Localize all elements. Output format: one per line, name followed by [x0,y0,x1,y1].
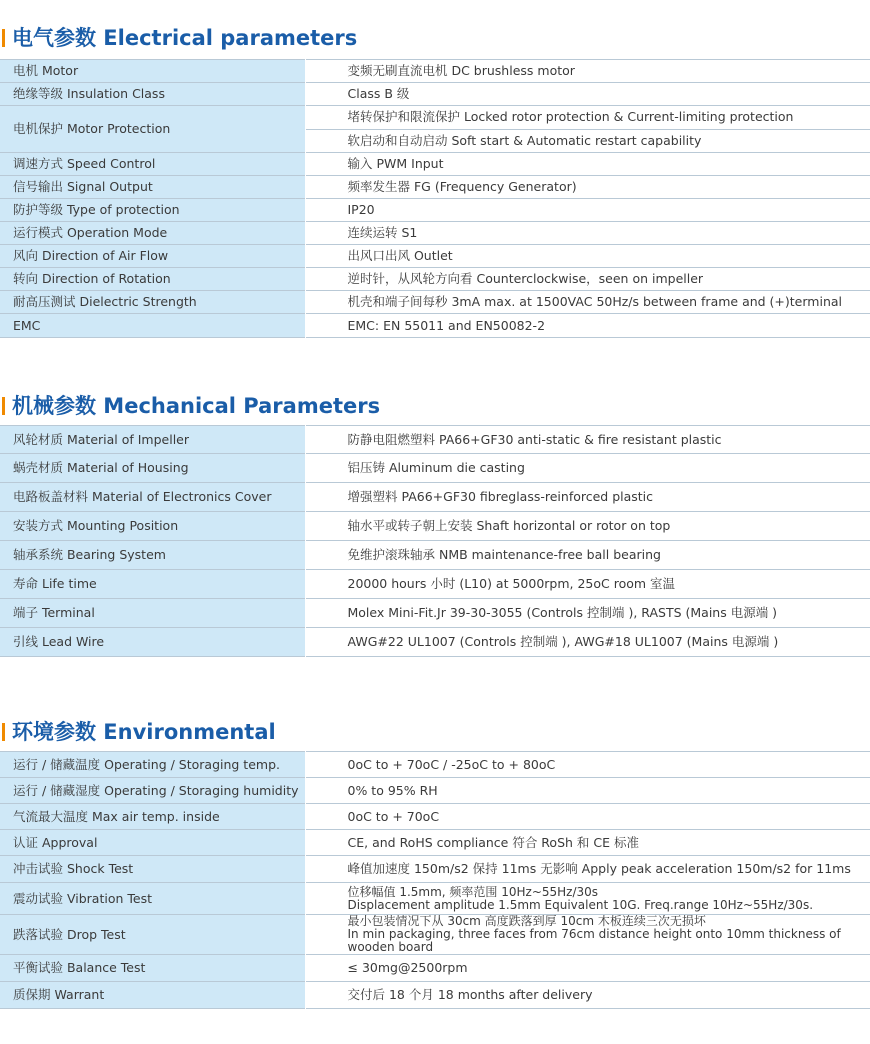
param-value: EMC: EN 55011 and EN50082-2 [347,317,546,333]
table-row [0,804,870,830]
environmental-table [0,751,870,1009]
param-value: 交付后 18 个月 18 months after delivery [347,987,593,1002]
table-row [0,83,870,106]
param-label: 绝缘等级 Insulation Class [0,83,305,106]
section-title [0,23,870,53]
table-row [0,778,870,804]
table-row [0,752,870,778]
table-row [0,314,870,338]
param-label: 震动试验 Vibration Test [0,883,305,915]
mechanical-title: 机械参数 Mechanical Parameters [12,394,381,418]
table-row [0,982,870,1009]
electrical-table [0,59,870,338]
param-label: 认证 Approval [0,830,305,856]
param-value-line: 最小包装情况下从 30cm 高度跌落到厚 10cm 木板连续三次无损坏 [347,914,706,928]
param-label: 运行 / 储藏温度 Operating / Storaging temp. [0,752,305,778]
table-row [0,222,870,245]
param-label: 跌落试验 Drop Test [0,915,305,955]
electrical-section [0,23,870,53]
table-row [0,176,870,199]
param-label: 轴承系统 Bearing System [0,541,305,570]
param-label: 转向 Direction of Rotation [0,268,305,291]
param-value: 变频无刷直流电机 DC brushless motor [347,63,575,78]
param-value [305,915,870,955]
param-label: EMC [0,314,305,338]
param-value: CE, and RoHS compliance 符合 RoSh 和 CE 标准 [347,834,639,850]
param-value: 逆时针，从风轮方向看 Counterclockwise，seen on impeller [347,271,704,286]
table-row [0,426,870,454]
param-value-line: Displacement amplitude 1.5mm Equivalent 10G. Freq.range 10Hz~55Hz/30s. [347,897,814,912]
param-label: 平衡试验 Balance Test [0,955,305,982]
section-marker [2,29,5,47]
param-label: 运行模式 Operation Mode [0,222,305,245]
section-title [0,717,870,747]
table-row [0,570,870,599]
param-value: 连续运转 S1 [347,225,418,240]
param-label: 防护等级 Type of protection [0,199,305,222]
param-value: 堵转保护和限流保护 Locked rotor protection & Current-limiting protection [347,109,794,125]
table-row [0,245,870,268]
param-label: 信号输出 Signal Output [0,176,305,199]
param-value-line: In min packaging, three faces from 76cm distance height onto 10mm thickness of wooden board [347,927,841,954]
param-value: 防静电阻燃塑料 PA66+GF30 anti-static & fire resistant plastic [347,431,722,447]
table-row [0,291,870,314]
param-value: 机壳和端子间每秒 3mA max. at 1500VAC 50Hz/s between frame and (+)terminal [347,294,843,309]
section-title [0,391,870,421]
param-label: 气流最大温度 Max air temp. inside [0,804,305,830]
mechanical-table [0,425,870,657]
table-row [0,915,870,955]
param-label: 引线 Lead Wire [0,628,305,657]
table-row [0,512,870,541]
param-value: 出风口出风 Outlet [347,248,453,263]
electrical-title: 电气参数 Electrical parameters [12,26,358,50]
param-label: 蜗壳材质 Material of Housing [0,454,305,483]
param-label: 调速方式 Speed Control [0,153,305,176]
param-label: 风向 Direction of Air Flow [0,245,305,268]
param-value: Class B 级 [347,86,410,101]
param-value: 铝压铸 Aluminum die casting [347,460,525,475]
param-value: 峰值加速度 150m/s2 保持 11ms 无影响 Apply peak acceleration 150m/s2 for 11ms [347,861,851,876]
table-row [0,199,870,222]
table-row [0,60,870,83]
section-marker [2,723,5,741]
param-value: 轴水平或转子朝上安装 Shaft horizontal or rotor on top [347,518,671,533]
param-label: 安装方式 Mounting Position [0,512,305,541]
param-label: 电路板盖材料 Material of Electronics Cover [0,483,305,512]
table-row [0,856,870,883]
param-value: IP20 [347,202,375,217]
param-value: ≤ 30mg@2500rpm [347,960,468,975]
param-value: 软启动和自动启动 Soft start & Automatic restart capability [347,132,702,148]
param-value: 0oC to + 70oC [347,808,440,824]
environmental-section [0,717,870,747]
param-label: 端子 Terminal [0,599,305,628]
param-label: 电机 Motor [0,60,305,83]
param-value [305,883,870,915]
param-value: 0oC to + 70oC / -25oC to + 80oC [347,756,556,772]
param-label: 寿命 Life time [0,570,305,599]
param-label: 电机保护 Motor Protection [0,106,305,153]
param-value: 20000 hours 小时 (L10) at 5000rpm, 25oC room 室温 [347,576,676,591]
mechanical-section [0,391,870,421]
param-value: 频率发生器 FG (Frequency Generator) [347,179,577,194]
table-row [0,628,870,657]
param-label: 运行 / 储藏湿度 Operating / Storaging humidity [0,778,305,804]
param-value: Molex Mini-Fit.Jr 39-30-3055 (Controls 控制端 ), RASTS (Mains 电源端 ) [347,605,778,620]
param-value: 免维护滚珠轴承 NMB maintenance-free ball bearing [347,547,661,562]
table-row [0,883,870,915]
table-row [0,106,870,130]
param-label: 风轮材质 Material of Impeller [0,426,305,454]
param-value: 0% to 95% RH [347,782,438,798]
section-marker [2,397,5,415]
table-row [0,541,870,570]
param-label: 耐高压测试 Dielectric Strength [0,291,305,314]
param-value: AWG#22 UL1007 (Controls 控制端 ), AWG#18 UL1007 (Mains 电源端 ) [347,634,779,649]
table-row [0,599,870,628]
table-row [0,268,870,291]
param-value: 输入 PWM Input [347,156,444,171]
environmental-title: 环境参数 Environmental [12,720,276,744]
param-value: 增强塑料 PA66+GF30 fibreglass-reinforced plastic [347,489,654,504]
param-value-line: 位移幅值 1.5mm, 频率范围 10Hz~55Hz/30s [347,884,599,899]
table-row [0,955,870,982]
param-label: 冲击试验 Shock Test [0,856,305,883]
table-row [0,830,870,856]
table-row [0,153,870,176]
table-row [0,483,870,512]
table-row [0,454,870,483]
param-label: 质保期 Warrant [0,982,305,1009]
